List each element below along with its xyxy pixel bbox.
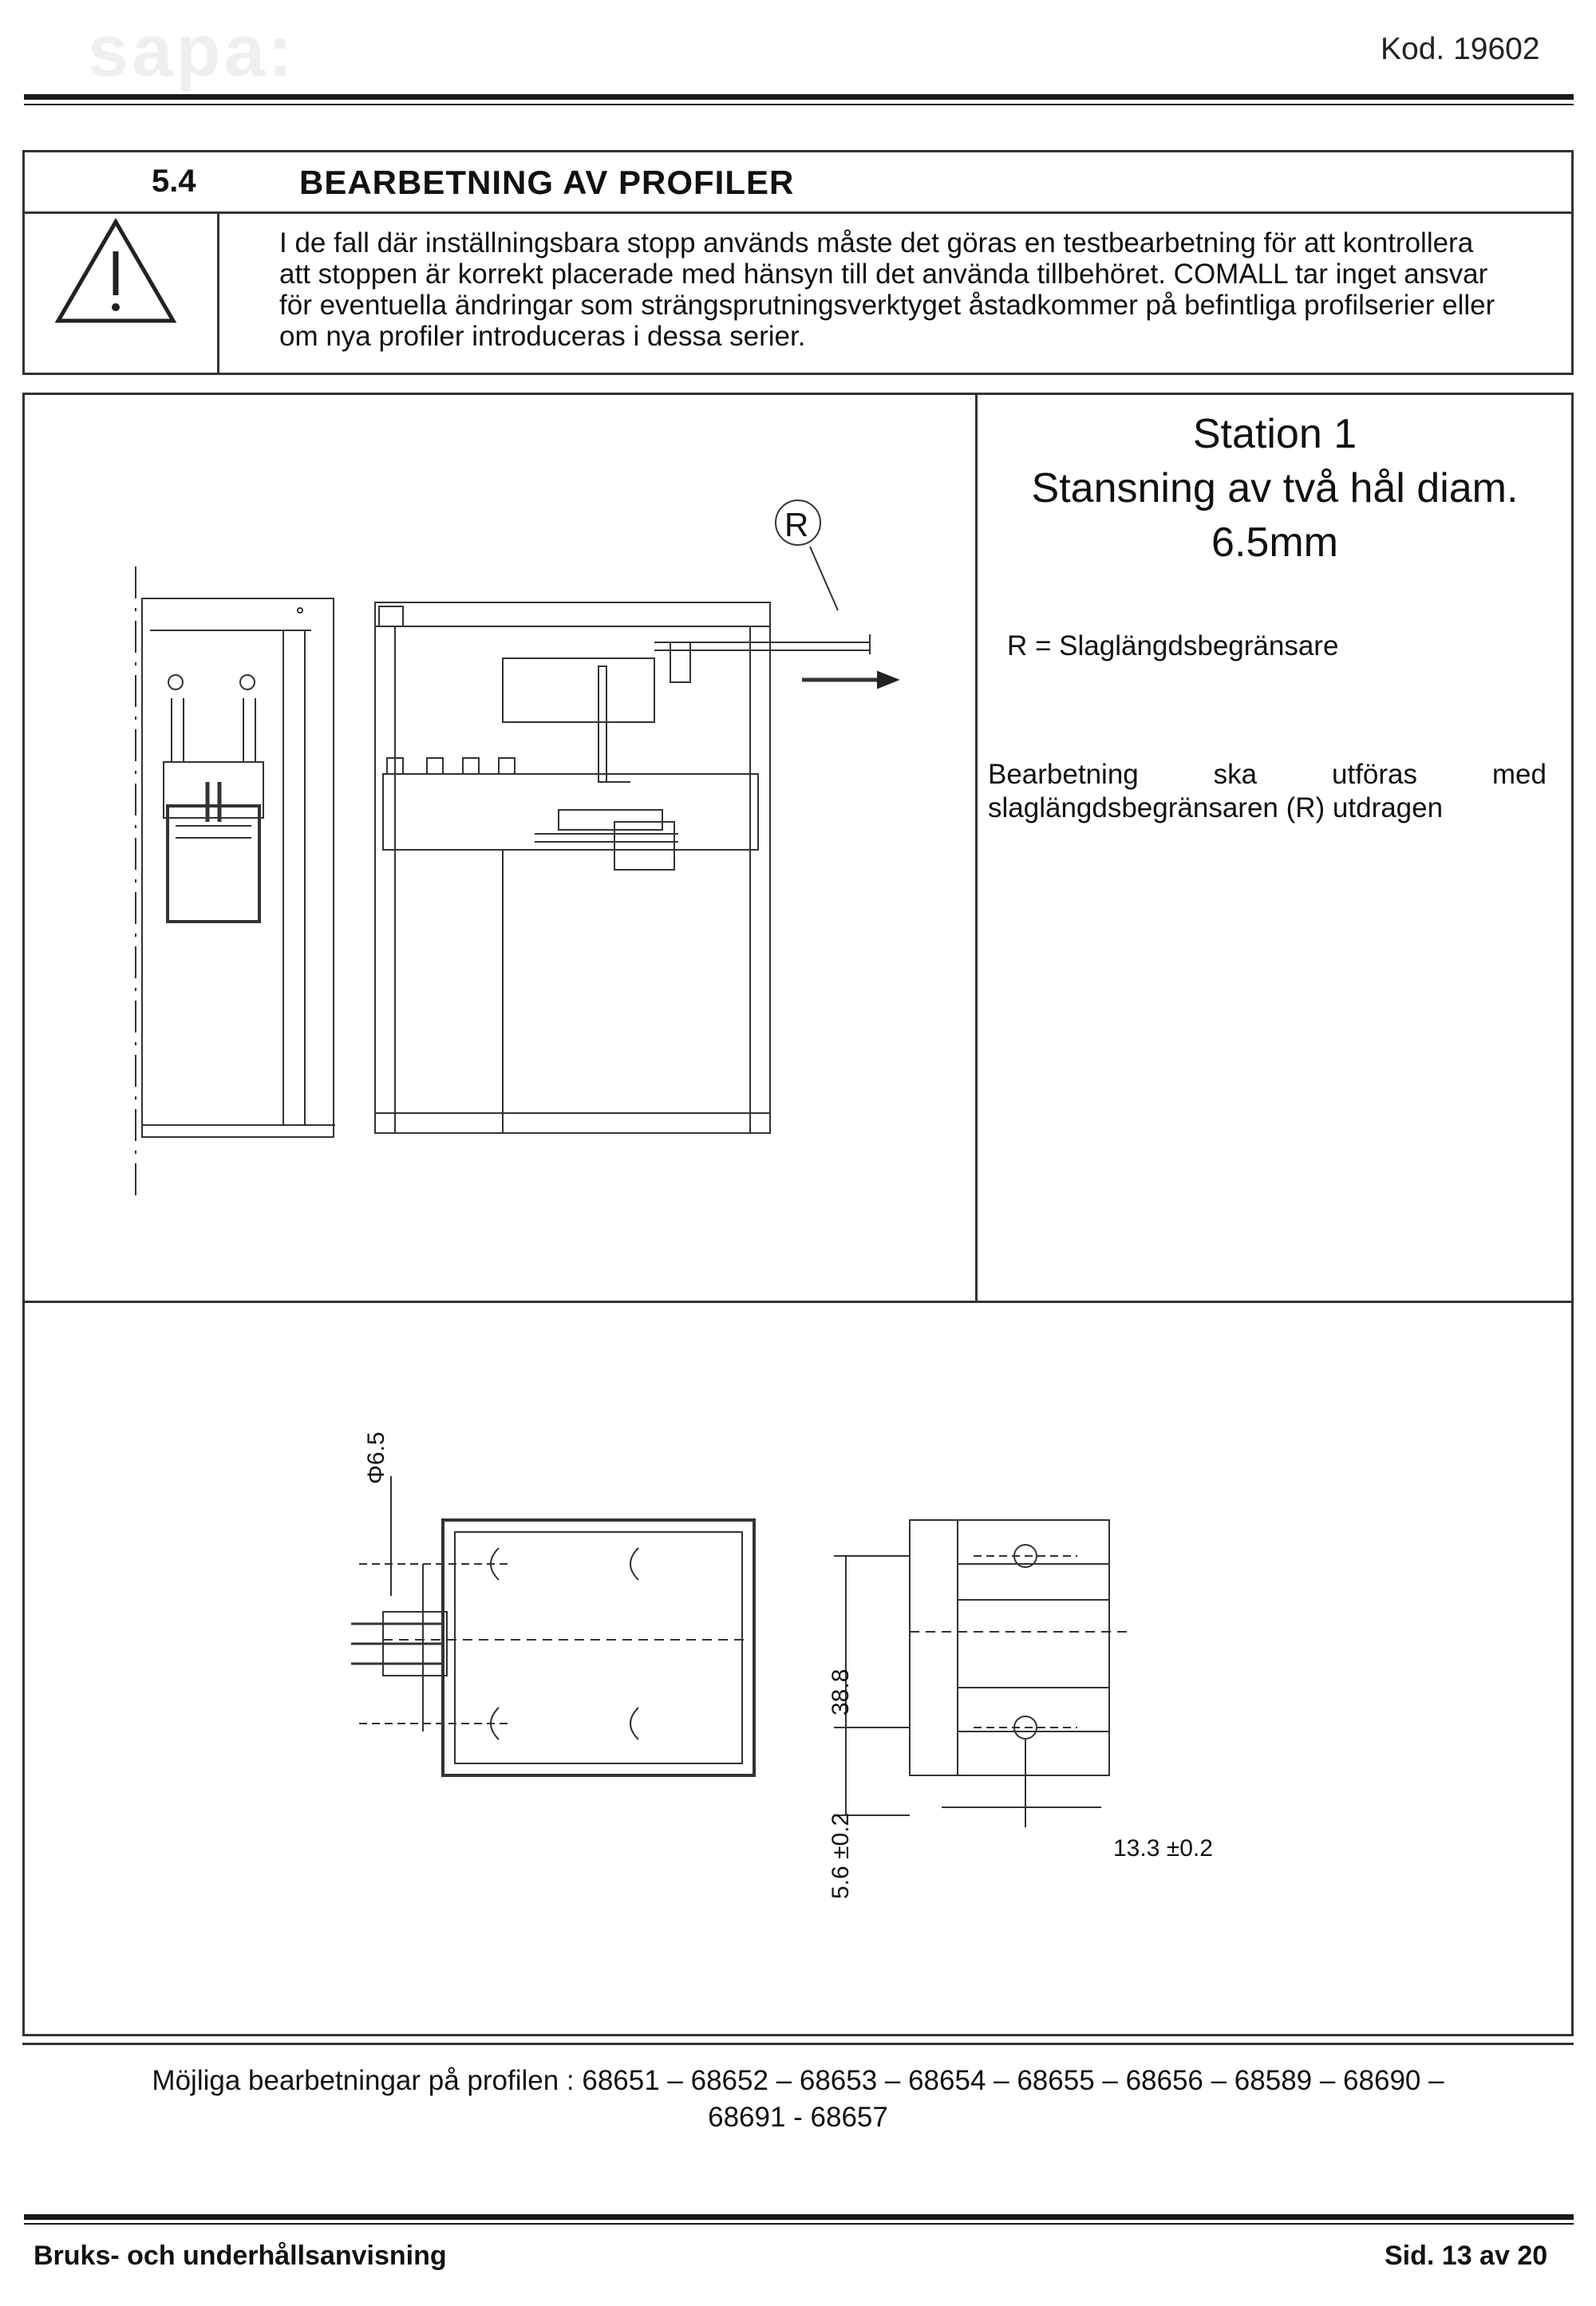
offset-dimension: 5.6 ±0.2 [828,1812,854,1899]
sapa-logo: sapa: [88,10,296,92]
station-diameter: 6.5mm [1211,519,1338,566]
footer-rule [24,2214,1574,2220]
station-heading [978,407,1572,570]
section-divider-vertical [217,211,219,375]
process-word: Bearbetning [988,759,1139,790]
r-marker-label: R [784,506,809,543]
profiles-line: 68691 - 68657 [708,2102,888,2133]
process-word: med [1491,759,1547,790]
header-rule-thin [24,104,1574,105]
page-number: Sid. 13 av 20 [1385,2241,1548,2271]
warning-text: I de fall där inställningsbara stopp används måste det göras en testbearbetning för att kontrollera att stoppen är korrekt placerade med hänsyn till det använda tillbehöret. COMALL tar inget ansvar för eventuella ändringar som strängsprutningsverktyget åstadkommer på befintliga profilserier eller om nya profiler introduceras i dessa serier. [279,227,1495,352]
document-code: Kod. 19602 [1381,32,1540,66]
possible-profiles [22,2063,1574,2136]
process-line: slaglängdsbegränsaren (R) utdragen [988,792,1444,823]
r-legend: R = Slaglängdsbegränsare [1007,630,1339,661]
footer-rule-thin [24,2223,1574,2225]
profiles-divider [22,2043,1574,2045]
height-dimension: 38.8 [828,1668,854,1716]
section-title: BEARBETNING AV PROFILER [299,164,795,201]
machine-drawing [120,471,934,1229]
depth-dimension: 13.3 ±0.2 [1113,1835,1213,1862]
process-note [988,758,1547,825]
footer-title: Bruks- och underhållsanvisning [34,2241,447,2271]
station-title: Station 1 [1192,411,1357,457]
process-word: ska [1213,759,1258,790]
diameter-dimension: Φ6.5 [363,1431,389,1484]
profiles-line: Möjliga bearbetningar på profilen : 68651 – 68652 – 68653 – 68654 – 68655 – 68656 – 68589 – 68690 – [152,2065,1444,2096]
profile-section-drawing [335,1452,1229,1963]
figure-divider [22,1301,1574,1303]
section-divider [22,211,1574,214]
header-rule [24,94,1574,100]
section-number: 5.4 [152,164,196,199]
warning-icon [52,215,180,327]
process-word: utföras [1332,759,1418,790]
station-operation: Stansning av två hål diam. [1031,465,1519,511]
